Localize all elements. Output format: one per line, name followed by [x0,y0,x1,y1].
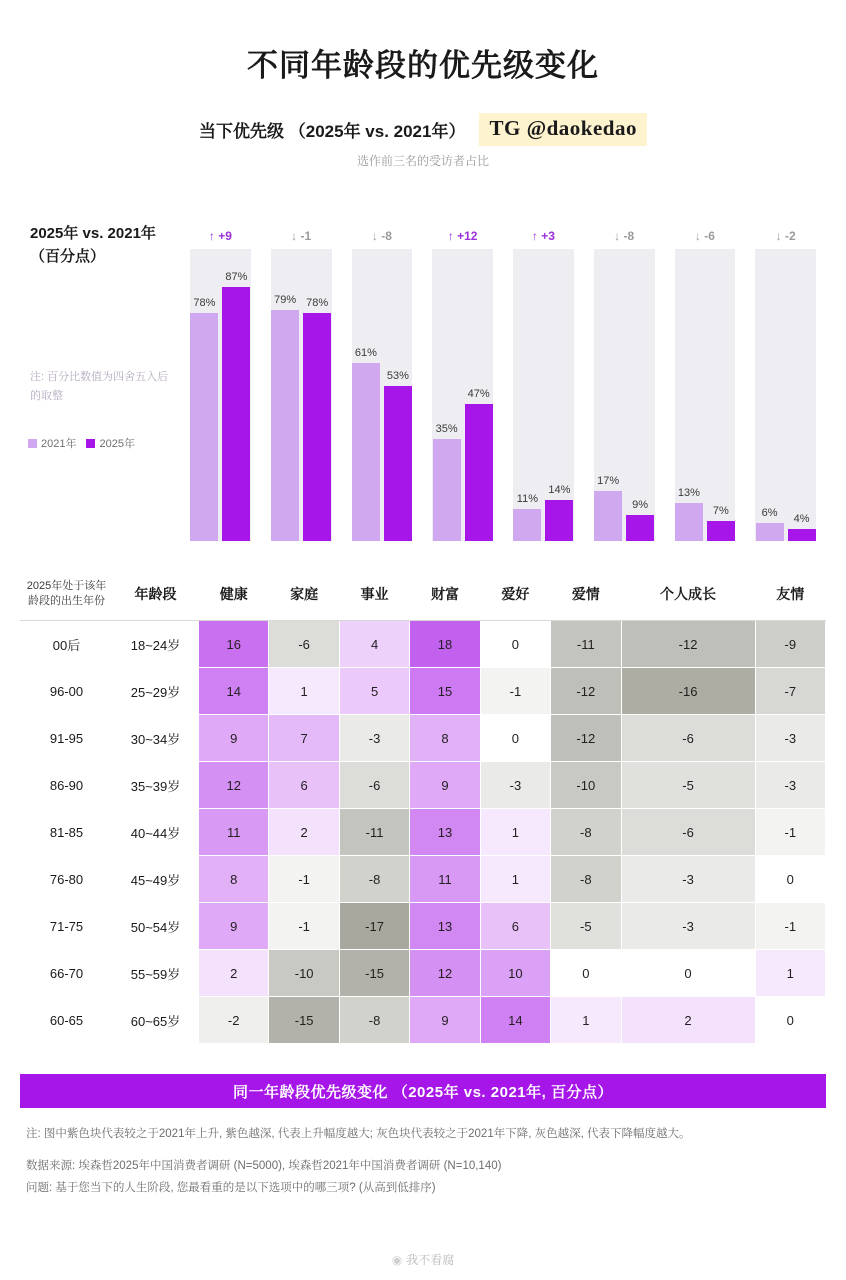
matrix-cell-r5-c1: 11 [199,809,269,856]
table-row [21,809,826,856]
delta-label-3: ↓ -8 [371,229,392,243]
chart-left-heading [30,223,156,268]
matrix-cell-r9-c4: 9 [410,997,480,1044]
row-age-group: 55~59岁 [113,950,199,997]
matrix-cell-r6-c1: 8 [199,856,269,903]
legend-label-2021: 2021年 [41,438,77,450]
bar-2025-1 [222,270,250,541]
bar-value-label: 11% [516,492,538,505]
chart-rounding-note: 注: 百分比数值为四舍五入后的取整 [30,371,169,402]
matrix-header-col-3: 事业 [339,567,409,621]
bar-value-label: 13% [677,487,700,500]
bar-group-4 [422,249,503,541]
matrix-cell-r1-c6: -11 [551,621,621,668]
matrix-cell-r2-c6: -12 [551,668,621,715]
bar-2021-6 [594,475,622,541]
bar-2025-4 [465,387,493,541]
matrix-header-birth-year: 2025年处于该年龄段的出生年份 [21,567,113,621]
matrix-cell-r2-c8: -7 [755,668,825,715]
matrix-cell-r7-c4: 13 [410,903,480,950]
bar-2025-5 [545,484,573,541]
matrix-header [21,567,826,621]
matrix-cell-r7-c5: 6 [480,903,550,950]
matrix-cell-r5-c4: 13 [410,809,480,856]
chart-left-heading-line1: 2025年 vs. 2021年 [30,225,156,242]
bar-group-1 [180,249,261,541]
matrix-cell-r5-c5: 1 [480,809,550,856]
matrix-cell-r6-c3: -8 [339,856,409,903]
matrix-cell-r6-c5: 1 [480,856,550,903]
matrix-header-col-6: 爱情 [551,567,621,621]
matrix-cell-r8-c1: 2 [199,950,269,997]
bar-2021-2 [271,294,299,541]
matrix-cell-r1-c4: 18 [410,621,480,668]
delta-label-4: ↑ +12 [447,229,478,243]
matrix-cell-r7-c2: -1 [269,903,339,950]
legend-swatch-2021-icon [28,439,37,448]
matrix-cell-r2-c4: 15 [410,668,480,715]
legend-item-2021 [28,435,76,451]
footnote-data-source: 数据来源: 埃森哲2025年中国消费者调研 (N=5000), 埃森哲2021年中国消费者调研 (N=10,140) [26,1159,502,1172]
matrix-cell-r9-c1: -2 [199,997,269,1044]
bar-2025-6 [626,498,654,541]
matrix-cell-r4-c6: -10 [551,762,621,809]
bar-value-label: 53% [386,370,409,383]
matrix-cell-r3-c6: -12 [551,715,621,762]
matrix-cell-r7-c8: -1 [755,903,825,950]
matrix-cell-r4-c7: -5 [621,762,755,809]
matrix-cell-r1-c1: 16 [199,621,269,668]
matrix-cell-r5-c8: -1 [755,809,825,856]
chart-delta-row [180,229,826,249]
matrix-cell-r6-c8: 0 [755,856,825,903]
matrix-cell-r4-c1: 12 [199,762,269,809]
footnotes [26,1124,816,1200]
matrix-cell-r2-c1: 14 [199,668,269,715]
table-row [21,997,826,1044]
row-birth-year: 96-00 [21,668,113,715]
row-age-group: 25~29岁 [113,668,199,715]
matrix-cell-r7-c7: -3 [621,903,755,950]
delta-label-1: ↑ +9 [208,229,232,243]
matrix-cell-r3-c5: 0 [480,715,550,762]
bar-2025-7 [707,504,735,541]
bar-value-label: 78% [306,297,329,310]
table-row [21,668,826,715]
page-title: 不同年龄段的优先级变化 [247,48,599,83]
bar-2025-3 [384,370,412,541]
delta-label-2: ↓ -1 [291,229,312,243]
matrix-cell-r9-c8: 0 [755,997,825,1044]
matrix-cell-r6-c7: -3 [621,856,755,903]
matrix-cell-r2-c3: 5 [339,668,409,715]
matrix-cell-r8-c8: 1 [755,950,825,997]
table-row [21,762,826,809]
legend-swatch-2025-icon [86,439,95,448]
matrix-cell-r3-c4: 8 [410,715,480,762]
row-birth-year: 76-80 [21,856,113,903]
row-age-group: 18~24岁 [113,621,199,668]
matrix-cell-r9-c2: -15 [269,997,339,1044]
bar-2025-2 [303,297,331,541]
chart-bars-row [180,249,826,541]
row-birth-year: 66-70 [21,950,113,997]
matrix-cell-r8-c3: -15 [339,950,409,997]
bar-value-label: 78% [193,297,216,310]
delta-label-5: ↑ +3 [531,229,555,243]
bar-value-label: 14% [548,484,571,497]
matrix-cell-r8-c6: 0 [551,950,621,997]
matrix-cell-r4-c3: -6 [339,762,409,809]
row-birth-year: 91-95 [21,715,113,762]
matrix-cell-r9-c5: 14 [480,997,550,1044]
telegram-badge: TG @daokedao [479,113,646,146]
bar-value-label: 7% [712,504,729,517]
bar-2021-5 [513,492,541,541]
legend-item-2025 [86,435,134,451]
delta-label-8: ↓ -2 [775,229,796,243]
weibo-icon: ◉ [391,1253,403,1267]
bar-2021-4 [433,422,461,541]
matrix-header-row [21,567,826,621]
matrix-cell-r9-c6: 1 [551,997,621,1044]
matrix-header-col-1: 健康 [199,567,269,621]
matrix-cell-r3-c7: -6 [621,715,755,762]
bar-2025-8 [788,513,816,541]
matrix-cell-r9-c7: 2 [621,997,755,1044]
matrix-cell-r8-c4: 12 [410,950,480,997]
matrix-body [21,621,826,1044]
matrix-cell-r4-c5: -3 [480,762,550,809]
footnote-question: 问题: 基于您当下的人生阶段, 您最看重的是以下选项中的哪三项? (从高到低排序) [26,1181,436,1194]
bar-group-3 [342,249,423,541]
bar-value-label: 61% [354,346,377,359]
bar-value-label: 79% [274,294,297,307]
matrix-cell-r5-c3: -11 [339,809,409,856]
matrix-cell-r1-c3: 4 [339,621,409,668]
subhead-row [0,113,846,146]
matrix-header-col-7: 个人成长 [621,567,755,621]
matrix-cell-r1-c7: -12 [621,621,755,668]
bar-group-8 [745,249,826,541]
matrix-cell-r5-c7: -6 [621,809,755,856]
row-birth-year: 81-85 [21,809,113,856]
chart-left-heading-line2: （百分点） [30,247,106,265]
legend-label-2025: 2025年 [99,438,135,450]
bar-group-2 [261,249,342,541]
matrix-header-col-4: 财富 [410,567,480,621]
watermark [0,1251,846,1268]
table-row [21,856,826,903]
matrix-cell-r6-c2: -1 [269,856,339,903]
matrix-cell-r6-c6: -8 [551,856,621,903]
bar-group-7 [665,249,746,541]
matrix-cell-r7-c3: -17 [339,903,409,950]
bar-value-label: 9% [632,498,649,511]
footnote-color-legend: 注: 图中紫色块代表较之于2021年上升, 紫色越深, 代表上升幅度越大; 灰色块代表较之于2021年下降, 灰色越深, 代表下降幅度越大。 [26,1128,691,1140]
bar-value-label: 17% [597,475,620,488]
bar-group-6 [584,249,665,541]
matrix-cell-r4-c4: 9 [410,762,480,809]
matrix-cell-r3-c2: 7 [269,715,339,762]
row-age-group: 40~44岁 [113,809,199,856]
matrix-cell-r1-c8: -9 [755,621,825,668]
bar-value-label: 4% [793,513,810,526]
matrix-header-age-group: 年龄段 [113,567,199,621]
table-row [21,621,826,668]
matrix-cell-r2-c5: -1 [480,668,550,715]
row-age-group: 60~65岁 [113,997,199,1044]
matrix-cell-r3-c3: -3 [339,715,409,762]
matrix-cell-r8-c5: 10 [480,950,550,997]
bar-2021-8 [756,507,784,541]
matrix-cell-r1-c5: 0 [480,621,550,668]
matrix-cell-r7-c1: 9 [199,903,269,950]
matrix-cell-r8-c2: -10 [269,950,339,997]
table-row [21,950,826,997]
bar-2021-7 [675,487,703,541]
watermark-text: 我不看腐 [406,1253,455,1267]
bar-value-label: 47% [467,387,490,400]
table-row [21,715,826,762]
row-age-group: 30~34岁 [113,715,199,762]
matrix-cell-r4-c2: 6 [269,762,339,809]
bar-value-label: 87% [225,270,248,283]
matrix-cell-r2-c2: 1 [269,668,339,715]
table-row [21,903,826,950]
matrix-cell-r8-c7: 0 [621,950,755,997]
matrix-cell-r9-c3: -8 [339,997,409,1044]
bar-value-label: 6% [761,507,778,520]
matrix-cell-r3-c8: -3 [755,715,825,762]
chart-legend [28,435,135,451]
bar-2021-3 [352,346,380,541]
matrix-cell-r4-c8: -3 [755,762,825,809]
chart-subhead: 当下优先级 （2025年 vs. 2021年） [199,122,466,141]
priority-change-matrix [20,566,826,1044]
chart-subnote: 选作前三名的受访者占比 [356,154,489,168]
row-birth-year: 00后 [21,621,113,668]
matrix-header-col-5: 爱好 [480,567,550,621]
delta-label-6: ↓ -8 [614,229,635,243]
row-birth-year: 86-90 [21,762,113,809]
bar-2021-1 [190,297,218,541]
matrix-cell-r1-c2: -6 [269,621,339,668]
matrix-header-col-8: 友情 [755,567,825,621]
matrix-cell-r7-c6: -5 [551,903,621,950]
matrix-cell-r3-c1: 9 [199,715,269,762]
row-birth-year: 60-65 [21,997,113,1044]
row-age-group: 45~49岁 [113,856,199,903]
bar-chart [0,183,846,543]
bar-value-label: 35% [435,422,458,435]
matrix-cell-r6-c4: 11 [410,856,480,903]
matrix-banner: 同一年龄段优先级变化 （2025年 vs. 2021年, 百分点） [20,1074,826,1108]
delta-label-7: ↓ -6 [694,229,715,243]
row-birth-year: 71-75 [21,903,113,950]
matrix-cell-r5-c2: 2 [269,809,339,856]
matrix-cell-r2-c7: -16 [621,668,755,715]
bar-group-5 [503,249,584,541]
row-age-group: 35~39岁 [113,762,199,809]
matrix-cell-r5-c6: -8 [551,809,621,856]
row-age-group: 50~54岁 [113,903,199,950]
matrix-header-col-2: 家庭 [269,567,339,621]
